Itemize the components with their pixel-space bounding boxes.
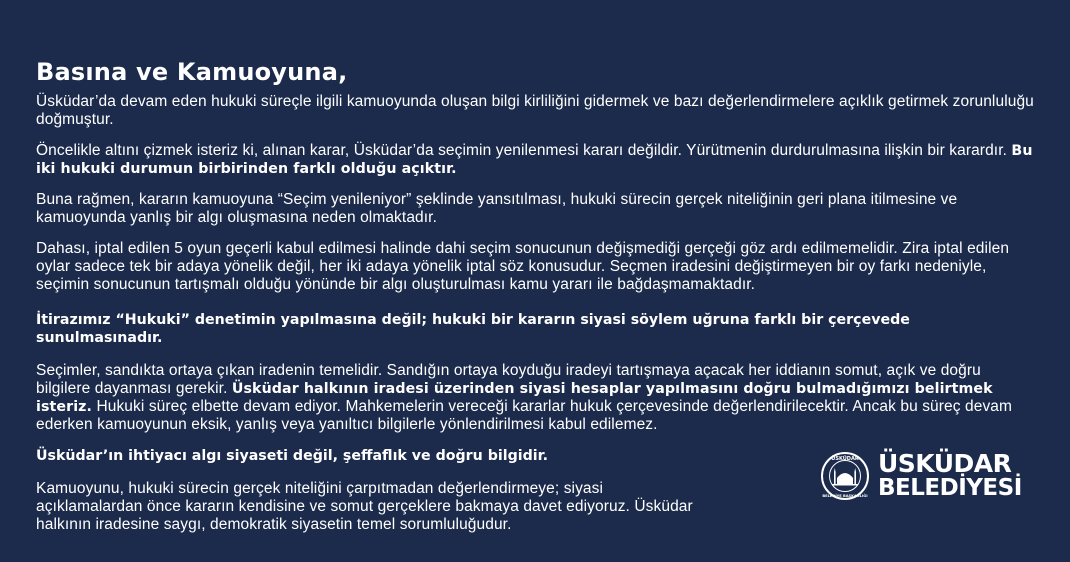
paragraph-2-text: Öncelikle altını çizmek isteriz ki, alınan karar, Üsküdar’da seçimin yenilenmesi kararı değildir. Yürütmenin durdurulmasına ilişkin bir karardır. [36, 142, 1012, 159]
paragraph-3 [36, 191, 1036, 227]
logo-line-1: ÜSKÜDAR [878, 449, 1012, 478]
paragraph-6-text-2: Hukuki süreç elbette devam ediyor. Mahkemelerin vereceği kararlar hukuk çerçevesinde değerlendirilecektir. Ancak bu süreç devam ederken kamuoyunun eksik, yanlış veya yanıltıcı bilgilerle yönlendirilmesi kabul edilemez. [36, 398, 1013, 433]
paragraph-4 [36, 240, 1036, 294]
paragraph-1-text: Üsküdar’da devam eden hukuki süreçle ilgili kamuoyunda oluşan bilgi kirliliğini gidermek ve bazı değerlendirmelere açıklık getirmek zorunluluğu doğmuştur. [36, 93, 1034, 128]
paragraph-5-bold: İtirazımız “Hukuki” denetimin yapılmasına değil; hukuki bir kararın siyasi söylem uğruna farklı bir çerçevede sunulmasınadır. [36, 312, 910, 346]
paragraph-8 [36, 480, 706, 534]
paragraph-6-text-1: Seçimler, sandıkta ortaya çıkan iradenin temelidir. Sandığın ortaya koyduğu iradeyi tartışmaya açacak her iddianın somut, açık ve doğru bilgilere dayanması gerekir. [36, 362, 981, 397]
paragraph-1 [36, 93, 1036, 129]
paragraph-6-bold: Üsküdar halkının iradesi üzerinden siyasi hesaplar yapılmasını doğru bulmadığımızı belirtmek isteriz. [36, 381, 993, 415]
mosque-emblem-icon [820, 451, 870, 501]
statement-title: Basına ve Kamuoyuna, [36, 58, 348, 86]
paragraph-3-text: Buna rağmen, kararın kamuoyuna “Seçim yenileniyor” şeklinde yansıtılması, hukuki sürecin gerçek niteliğinin geri plana itilmesine ve kamuoyunda yanlış bir algı oluşmasına neden olmaktadır. [36, 191, 958, 226]
svg-text:ÜSKÜDAR: ÜSKÜDAR [831, 456, 859, 462]
uskudar-logo [820, 451, 1022, 501]
logo-line-2: BELEDİYESİ [878, 475, 1022, 501]
paragraph-2-bold: Bu iki hukuki durumun birbirinden farklı olduğu açıktır. [36, 143, 1033, 177]
paragraph-4-text: Dahası, iptal edilen 5 oyun geçerli kabul edilmesi halinde dahi seçim sonucunun değişmediği gerçeği göz ardı edilmemelidir. Zira iptal edilen oylar sadece tek bir adaya yönelik değil, her iki adaya yönelik iptal söz konusudur. Seçmen iradesini değiştirmeyen bir oy farkı nedeniyle, seçimin sonucunun tartışmalı olduğu yönünde bir algı oluşturulması kamu yararı ile bağdaşmamaktadır. [36, 240, 1010, 293]
paragraph-8-text: Kamuoyunu, hukuki sürecin gerçek niteliğini çarpıtmadan değerlendirmeye; siyasi açıklamalardan önce kararın kendisine ve somut gerçeklere bakmaya davet ediyoruz. Üsküdar halkının iradesine saygı, demokratik siyasetin temel sorumluluğudur. [36, 480, 693, 533]
paragraph-6 [36, 362, 1036, 434]
svg-text:BELEDİYE BAŞKANLIĞI: BELEDİYE BAŞKANLIĞI [822, 494, 868, 498]
paragraph-2 [36, 142, 1036, 178]
logo-wordmark [878, 449, 1022, 501]
paragraph-7-bold: Üsküdar’ın ihtiyacı algı siyaseti değil, şeffaflık ve doğru bilgidir. [36, 448, 548, 464]
